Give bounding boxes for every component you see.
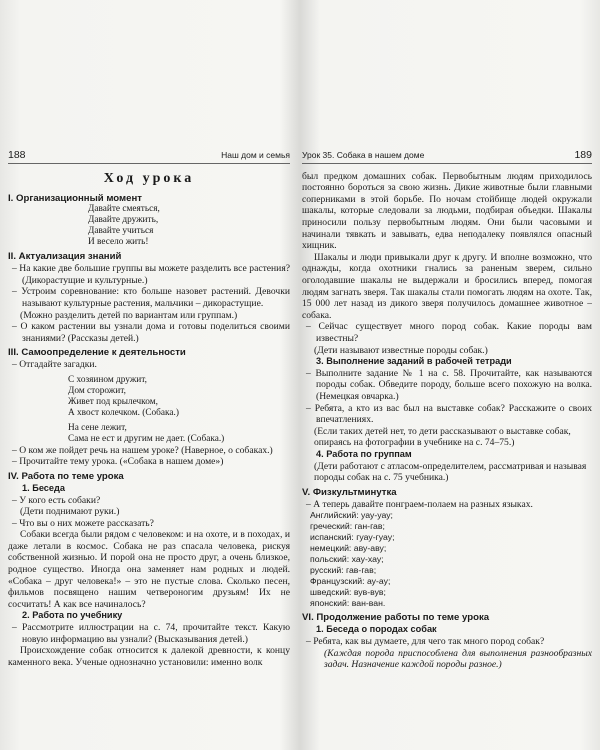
bark-line: Английский: уау-уау; bbox=[310, 510, 393, 521]
answer-note: (Каждая порода приспособлена для выполнения разнообразных задач. Назначение каждой породы разное.) bbox=[324, 647, 592, 671]
lesson-title: Ход урока bbox=[103, 170, 195, 186]
subsection-heading: 3. Выполнение заданий в рабочей тетради bbox=[316, 356, 512, 367]
subsection-heading: 4. Работа по группам bbox=[316, 449, 412, 460]
riddle-line: Дом сторожит, bbox=[68, 385, 126, 396]
left-page bbox=[8, 150, 290, 725]
dialog-line: (Можно разделить детей по вариантам или группам.) bbox=[20, 309, 238, 321]
bark-line: русский: гав-гав; bbox=[310, 565, 377, 576]
paragraph: был предком домашних собак. Первобытным людям приходилось постоянно бороться за свою жизнь. Дикие животные были главными соперниками в этой борьбе. По ночам стойбище людей окружали шакалы, которые следовали за людьми, подбирая объедки. Шакалы приносили пользу первобытным людям. Они были часовыми и начинали тявкать и завывать, едва неподалеку появлялся опасный хищник. bbox=[302, 170, 592, 252]
dialog-line: (Если таких детей нет, то дети рассказывают о выставке собак, опираясь на фотографии в учебнике на с. 74–75.) bbox=[314, 425, 571, 449]
page-number-right: 189 bbox=[574, 150, 592, 161]
dialog-line: (Дети называют известные породы собак.) bbox=[314, 344, 488, 356]
bark-line: польский: хау-хау; bbox=[310, 554, 384, 565]
riddle-line: С хозяином дружит, bbox=[68, 374, 147, 385]
bark-line: японский: ван-ван. bbox=[310, 598, 386, 609]
dialog-line: – Отгадайте загадки. bbox=[12, 359, 97, 371]
dialog-line: – О ком же пойдет речь на нашем уроке? (Наверное, о собаках.) bbox=[12, 444, 273, 456]
section-heading: II. Актуализация знаний bbox=[8, 251, 122, 263]
riddle-line: Живет под крылечком, bbox=[68, 396, 158, 407]
dialog-line: – О каком растении вы узнали дома и готовы поделиться своими знаниями? (Рассказы детей.) bbox=[12, 321, 290, 344]
bark-line: испанский: гуау-гуау; bbox=[310, 532, 395, 543]
dialog-line: – Что вы о них можете рассказать? bbox=[12, 517, 154, 529]
bark-line: немецкий: аву-аву; bbox=[310, 543, 387, 554]
dialog-line: – А теперь давайте понграем-полаем на разных языках. bbox=[306, 498, 533, 510]
running-head-title-right: Урок 35. Собака в нашем доме bbox=[302, 150, 425, 160]
right-page bbox=[302, 150, 592, 725]
bark-line: шведский: вув-вув; bbox=[310, 587, 386, 598]
subsection-heading: 2. Работа по учебнику bbox=[22, 610, 123, 621]
bark-line: греческий: ган-гав; bbox=[310, 521, 385, 532]
section-heading: IV. Работа по теме урока bbox=[8, 470, 124, 482]
dialog-line: – На какие две большие группы вы можете разделить все растения? (Дикорастущие и культурные.) bbox=[12, 263, 290, 286]
dialog-line: (Дети работают с атласом-определителем, рассматривая и называя породы собак на с. 75 учебника.) bbox=[314, 460, 587, 484]
dialog-line: – У кого есть собаки? bbox=[12, 494, 101, 506]
running-head-left bbox=[8, 150, 290, 164]
verse-line: Давайте учиться bbox=[88, 226, 154, 237]
section-heading: III. Самоопределение к деятельности bbox=[8, 347, 186, 359]
dialog-line: – Прочитайте тему урока. («Собака в нашем доме») bbox=[12, 456, 224, 468]
bark-line: Французский: ау-ау; bbox=[310, 576, 391, 587]
dialog-line: – Рассмотрите иллюстрации на с. 74, прочитайте текст. Какую новую информацию вы узнали? (Высказывания детей.) bbox=[12, 622, 290, 645]
subsection-heading: 1. Беседа о породах собак bbox=[316, 624, 437, 635]
section-heading: V. Физкультминутка bbox=[302, 487, 397, 499]
verse-line: И весело жить! bbox=[88, 237, 149, 248]
page-number-left: 188 bbox=[8, 150, 26, 161]
dialog-line: – Ребята, как вы думаете, для чего так много пород собак? bbox=[306, 636, 545, 648]
dialog-line: – Выполните задание № 1 на с. 58. Прочитайте, как называются породы собак. Обведите породу, больше всего похожую на волка. (Немецкая овчарка.) bbox=[306, 367, 592, 403]
dialog-line: – Ребята, а кто из вас был на выставке собак? Расскажите о своих впечатлениях. bbox=[306, 402, 592, 426]
paragraph: Шакалы и люди привыкали друг к другу. И вполне возможно, что однажды, когда охотники гнались за раненым зверем, сильно оголодавшие шакалы не выдержали и бросились вперед, помогая людям загнать зверя. Так шакалы стали помогать людям на охоте. Так, 15 000 лет назад из дикого зверя получилось домашнее животное – собака. bbox=[302, 251, 592, 321]
dialog-line: – Сейчас существует много пород собак. Какие породы вам известны? bbox=[306, 321, 592, 344]
dialog-line: – Устроим соревнование: кто больше назовет растений. Девочки называют культурные растения, мальчики – дикорастущие. bbox=[12, 286, 290, 309]
dialog-line: (Дети поднимают руки.) bbox=[20, 506, 120, 518]
riddle-line: На сене лежит, bbox=[68, 422, 127, 433]
section-heading: VI. Продолжение работы по теме урока bbox=[302, 612, 490, 624]
verse-line: Давайте дружить, bbox=[88, 215, 159, 226]
running-head-right bbox=[302, 150, 592, 164]
subsection-heading: 1. Беседа bbox=[22, 482, 65, 493]
riddle-line: Сама не ест и другим не дает. (Собака.) bbox=[68, 433, 225, 444]
section-heading: I. Организационный момент bbox=[8, 192, 142, 204]
riddle-line: А хвост колечком. (Собака.) bbox=[68, 407, 179, 418]
verse-line: Давайте смеяться, bbox=[88, 204, 160, 215]
paragraph: Собаки всегда были рядом с человеком: и на охоте, и в походах, и даже летали в космос. Собака не раз спасала человека, рискуя собственной жизнью. И порой она не просто друг, а очень близкое, родное существо. Иногда она заменяет нам родных и людей. «Собака – друг человека!» – это не пустые слова. Сколько песен, фильмов посвящено нашим четвероногим друзьям! Их не сосчитать! А как все начиналось? bbox=[8, 529, 290, 610]
running-head-title-left: Наш дом и семья bbox=[221, 150, 290, 160]
paragraph: Происхождение собак относится к далекой древности, к концу каменного века. Ученые однозначно установили: именно волк bbox=[8, 645, 290, 669]
